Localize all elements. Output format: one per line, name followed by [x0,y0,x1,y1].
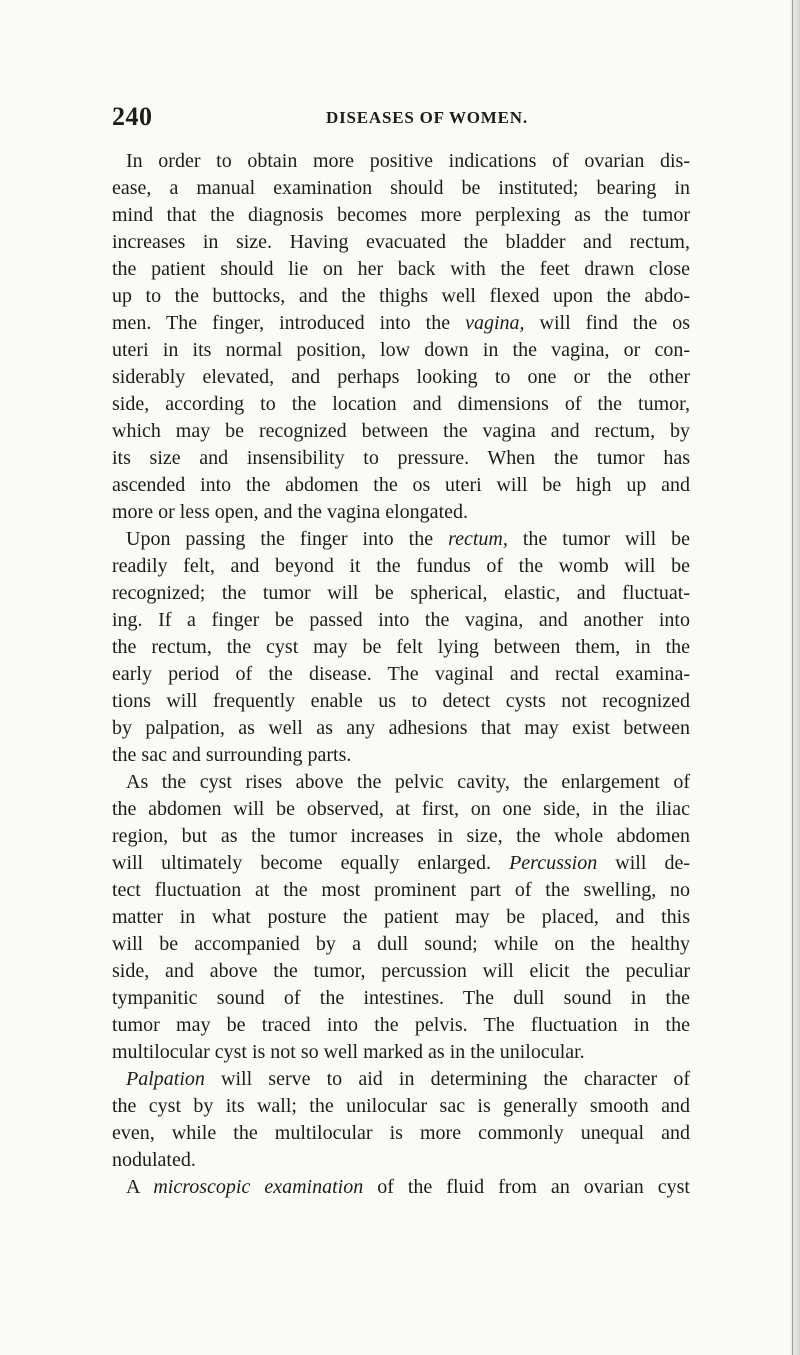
text-line [112,202,690,229]
text-segment: men. The finger, introduced into the [112,312,466,334]
body-text [112,148,690,1201]
italic-term: rectum, [448,528,508,550]
text-segment: region, but as the tumor increases in size, the whole abdomen [112,825,690,847]
text-segment: ing. If a finger be passed into the vagina, and another into [112,609,690,631]
text-line [112,1093,690,1120]
text-line [112,472,690,499]
text-line [112,742,690,769]
text-segment: which may be recognized between the vagina and rectum, by [112,420,690,442]
text-segment: In order to obtain more positive indications of ovarian dis- [126,150,690,172]
text-segment: As the cyst rises above the pelvic cavity, the enlargement of [126,771,690,793]
text-segment: tympanitic sound of the intestines. The dull sound in the [112,987,690,1009]
running-title: DISEASES OF WOMEN. [326,108,528,127]
text-line [112,850,690,877]
text-segment: A [126,1176,154,1198]
text-line [112,634,690,661]
text-line [112,688,690,715]
text-segment: ascended into the abdomen the os uteri will be high up and [112,474,690,496]
text-segment: the cyst by its wall; the unilocular sac is generally smooth and [112,1095,690,1117]
text-line [112,796,690,823]
text-segment: will ultimately become equally enlarged. [112,852,510,874]
text-segment: even, while the multilocular is more commonly unequal and [112,1122,690,1144]
text-segment: will de- [597,852,690,874]
text-segment: more or less open, and the vagina elongated. [112,501,468,523]
text-line [112,283,690,310]
text-segment: the patient should lie on her back with the feet drawn close [112,258,690,280]
text-segment: increases in size. Having evacuated the bladder and rectum, [112,231,690,253]
text-line [112,958,690,985]
text-line [112,364,690,391]
text-line [112,256,690,283]
italic-term: Percussion [509,852,598,874]
page-number: 240 [112,102,153,131]
text-segment: the abdomen will be observed, at first, on one side, in the iliac [112,798,690,820]
text-segment: by palpation, as well as any adhesions that may exist between [112,717,690,739]
text-segment: the tumor will be [507,528,690,550]
text-segment: the sac and surrounding parts. [112,744,352,766]
italic-term: vagina, [465,312,525,334]
text-segment: readily felt, and beyond it the fundus of the womb will be [112,555,690,577]
text-line [112,229,690,256]
text-line [112,661,690,688]
text-segment: multilocular cyst is not so well marked as in the unilocular. [112,1041,585,1063]
text-line [112,553,690,580]
page-edge-line [792,0,793,1355]
text-segment: side, and above the tumor, percussion will elicit the peculiar [112,960,690,982]
text-line [112,580,690,607]
text-segment: tumor may be traced into the pelvis. The fluctuation in the [112,1014,690,1036]
text-segment: recognized; the tumor will be spherical, elastic, and fluctuat- [112,582,690,604]
text-line [112,1012,690,1039]
italic-term: Palpation [126,1068,205,1090]
text-line [112,1147,690,1174]
text-segment: Upon passing the finger into the [126,528,449,550]
text-segment: tect fluctuation at the most prominent part of the swelling, no [112,879,690,901]
text-segment: up to the buttocks, and the thighs well flexed upon the abdo- [112,285,690,307]
text-line [112,445,690,472]
text-segment: uteri in its normal position, low down in the vagina, or con- [112,339,690,361]
text-line [112,418,690,445]
text-segment: will be accompanied by a dull sound; while on the healthy [112,933,690,955]
text-line [112,148,690,175]
text-segment: tions will frequently enable us to detect cysts not recognized [112,690,690,712]
text-segment: will find the os [524,312,691,334]
text-line [112,1066,690,1093]
text-line [112,931,690,958]
text-line [112,1174,690,1201]
text-line [112,985,690,1012]
text-segment: its size and insensibility to pressure. When the tumor has [112,447,690,469]
text-segment: will serve to aid in determining the character of [204,1068,690,1090]
text-line [112,391,690,418]
text-line [112,310,690,337]
text-line [112,877,690,904]
text-line [112,337,690,364]
text-segment: side, according to the location and dimensions of the tumor, [112,393,690,415]
text-segment: of the fluid from an ovarian cyst [363,1176,690,1198]
text-segment: ease, a manual examination should be instituted; bearing in [112,177,690,199]
text-segment: siderably elevated, and perhaps looking to one or the other [112,366,690,388]
text-segment: nodulated. [112,1149,196,1171]
text-line [112,1120,690,1147]
text-line [112,823,690,850]
text-line [112,1039,690,1066]
italic-term: microscopic examination [153,1176,364,1198]
text-line [112,499,690,526]
text-line [112,175,690,202]
text-segment: early period of the disease. The vaginal and rectal examina- [112,663,690,685]
text-line [112,769,690,796]
page-header [112,102,690,136]
text-segment: mind that the diagnosis becomes more perplexing as the tumor [112,204,690,226]
text-segment: the rectum, the cyst may be felt lying between them, in the [112,636,690,658]
text-segment: matter in what posture the patient may be placed, and this [112,906,690,928]
text-line [112,715,690,742]
text-line [112,607,690,634]
text-line [112,526,690,553]
text-line [112,904,690,931]
